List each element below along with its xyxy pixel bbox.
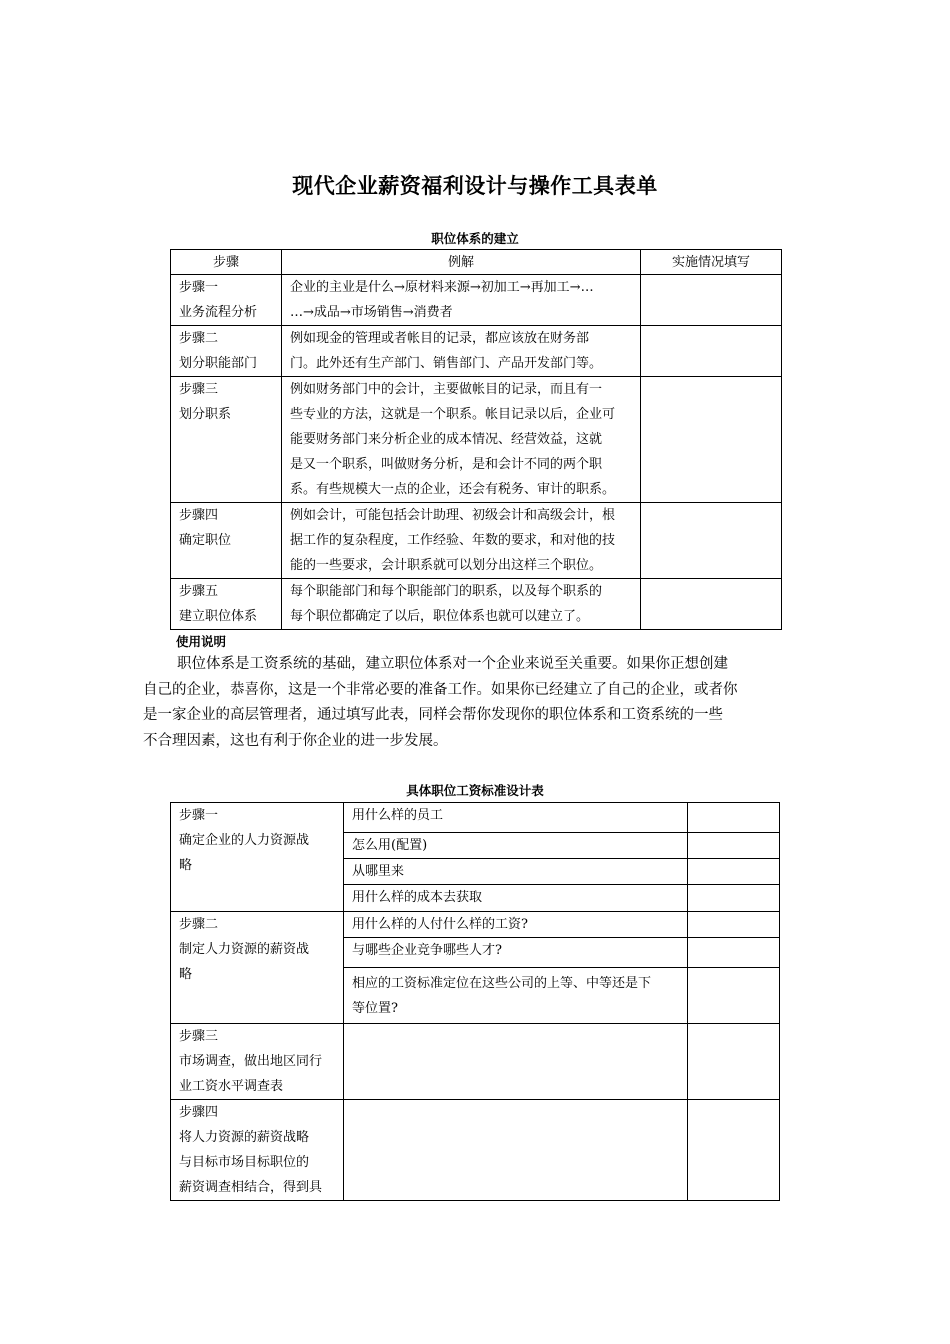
step-cell xyxy=(171,503,282,579)
example-cell xyxy=(282,377,641,503)
header-implementation: 实施情况填写 xyxy=(641,250,782,275)
example-line: 据工作的复杂程度，工作经验、年数的要求，和对他的技 xyxy=(290,533,616,548)
step-number: 步骤二 xyxy=(179,331,219,346)
step-cell xyxy=(171,326,282,377)
example-cell xyxy=(282,326,641,377)
step-cell xyxy=(171,803,344,912)
step-title: 业工资水平调查表 xyxy=(179,1079,284,1094)
step-title: 与目标市场目标职位的 xyxy=(179,1155,310,1170)
table-row xyxy=(171,326,782,377)
implementation-cell[interactable] xyxy=(641,579,782,630)
step-title: 业务流程分析 xyxy=(179,305,258,320)
header-step: 步骤 xyxy=(171,250,282,275)
example-line: 例如现金的管理或者帐目的记录，都应该放在财务部 xyxy=(290,331,590,346)
fill-cell[interactable] xyxy=(688,938,780,968)
question-cell: 用什么样的成本去获取 xyxy=(344,885,688,912)
implementation-cell[interactable] xyxy=(641,503,782,579)
example-line: 每个职能部门和每个职能部门的职系，以及每个职系的 xyxy=(290,584,603,599)
step-title: 建立职位体系 xyxy=(179,609,258,624)
fill-cell[interactable] xyxy=(688,968,780,1024)
step-title: 薪资调查相结合，得到具 xyxy=(179,1180,323,1195)
job-system-table xyxy=(170,249,782,630)
example-line: 例如财务部门中的会计，主要做帐目的记录，而且有一 xyxy=(290,382,603,397)
usage-line: 职位体系是工资系统的基础，建立职位体系对一个企业来说至关重要。如果你正想创建 xyxy=(177,656,728,672)
question-cell[interactable] xyxy=(344,1100,688,1201)
usage-label: 使用说明 xyxy=(176,634,227,649)
example-cell xyxy=(282,503,641,579)
table-row xyxy=(171,803,780,833)
fill-cell[interactable] xyxy=(688,885,780,912)
step-cell xyxy=(171,275,282,326)
step-number: 步骤四 xyxy=(179,1105,219,1120)
step-number: 步骤五 xyxy=(179,584,219,599)
question-cell: 从哪里来 xyxy=(344,859,688,885)
step-title: 市场调查，做出地区同行 xyxy=(179,1054,323,1069)
header-example: 例解 xyxy=(282,250,641,275)
question-cell: 与哪些企业竞争哪些人才? xyxy=(344,938,688,968)
example-line: …→成品→市场销售→消费者 xyxy=(290,305,453,320)
question-cell[interactable] xyxy=(344,1024,688,1100)
step-cell xyxy=(171,1100,344,1201)
step-number: 步骤二 xyxy=(179,917,219,932)
question-cell xyxy=(344,968,688,1024)
usage-line: 自己的企业，恭喜你，这是一个非常必要的准备工作。如果你已经建立了自己的企业，或者你 xyxy=(143,681,738,698)
step-number: 步骤一 xyxy=(179,280,219,295)
fill-cell[interactable] xyxy=(688,1024,780,1100)
example-line: 是又一个职系，叫做财务分析，是和会计不同的两个职 xyxy=(290,457,603,472)
fill-cell[interactable] xyxy=(688,859,780,885)
question-cell: 用什么样的员工 xyxy=(344,803,688,833)
question-cell: 用什么样的人付什么样的工资? xyxy=(344,912,688,938)
step-number: 步骤四 xyxy=(179,508,219,523)
step-title: 制定人力资源的薪资战 xyxy=(179,942,310,957)
example-line: 每个职位都确定了以后，职位体系也就可以建立了。 xyxy=(290,609,590,624)
example-line: 能要财务部门来分析企业的成本情况、经营效益，这就 xyxy=(290,432,603,447)
example-line: 例如会计，可能包括会计助理、初级会计和高级会计，根 xyxy=(290,508,616,523)
step-cell xyxy=(171,579,282,630)
table-row xyxy=(171,1024,780,1100)
table-row xyxy=(171,275,782,326)
example-cell xyxy=(282,579,641,630)
fill-cell[interactable] xyxy=(688,912,780,938)
step-title: 略 xyxy=(179,967,193,982)
implementation-cell[interactable] xyxy=(641,326,782,377)
usage-line: 不合理因素，这也有利于你企业的进一步发展。 xyxy=(143,732,448,749)
table2-caption: 具体职位工资标准设计表 xyxy=(406,783,544,798)
usage-paragraph xyxy=(143,652,823,754)
fill-cell[interactable] xyxy=(688,803,780,833)
step-cell xyxy=(171,912,344,1024)
step-number: 步骤三 xyxy=(179,1029,219,1044)
step-cell xyxy=(171,1024,344,1100)
table-row xyxy=(171,912,780,938)
step-title: 确定企业的人力资源战 xyxy=(179,833,310,848)
step-title: 将人力资源的薪资战略 xyxy=(179,1130,310,1145)
question-line: 相应的工资标准定位在这些公司的上等、中等还是下 xyxy=(352,976,652,991)
table-row xyxy=(171,579,782,630)
example-line: 能的一些要求，会计职系就可以划分出这样三个职位。 xyxy=(290,558,603,573)
example-line: 些专业的方法，这就是一个职系。帐目记录以后，企业可 xyxy=(290,407,616,422)
table-row xyxy=(171,377,782,503)
table-row xyxy=(171,1100,780,1201)
example-line: 企业的主业是什么→原材料来源→初加工→再加工→… xyxy=(290,280,594,295)
example-line: 系。有些规模大一点的企业，还会有税务、审计的职系。 xyxy=(290,482,616,497)
table1-caption: 职位体系的建立 xyxy=(431,231,519,246)
step-title: 划分职能部门 xyxy=(179,356,258,371)
page-title: 现代企业薪资福利设计与操作工具表单 xyxy=(292,174,658,198)
question-line: 等位置? xyxy=(352,1001,398,1016)
step-number: 步骤一 xyxy=(179,808,219,823)
implementation-cell[interactable] xyxy=(641,377,782,503)
table-header-row xyxy=(171,250,782,275)
implementation-cell[interactable] xyxy=(641,275,782,326)
step-title: 略 xyxy=(179,858,193,873)
step-title: 划分职系 xyxy=(179,407,232,422)
step-title: 确定职位 xyxy=(179,533,232,548)
example-cell xyxy=(282,275,641,326)
fill-cell[interactable] xyxy=(688,1100,780,1201)
usage-line: 是一家企业的高层管理者，通过填写此表，同样会帮你发现你的职位体系和工资系统的一些 xyxy=(143,707,723,723)
example-line: 门。此外还有生产部门、销售部门、产品开发部门等。 xyxy=(290,356,603,371)
salary-standard-table xyxy=(170,802,780,1201)
table-row xyxy=(171,503,782,579)
question-cell: 怎么用(配置) xyxy=(344,833,688,859)
fill-cell[interactable] xyxy=(688,833,780,859)
step-cell xyxy=(171,377,282,503)
step-number: 步骤三 xyxy=(179,382,219,397)
